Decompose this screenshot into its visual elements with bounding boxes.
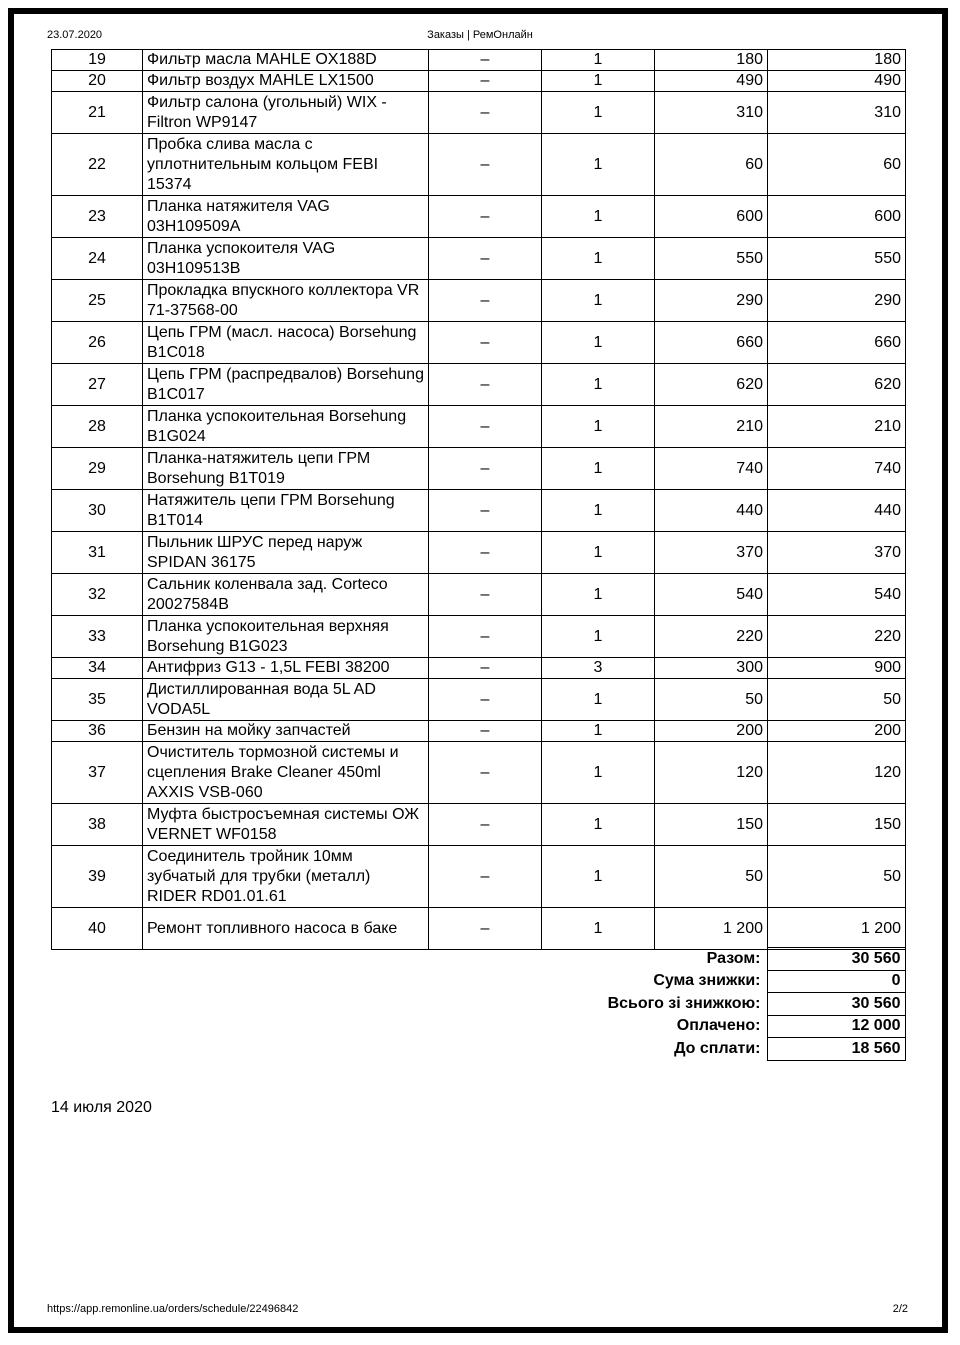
item-quantity: 1: [542, 616, 655, 658]
item-unit: –: [429, 448, 542, 490]
item-sum: 220: [768, 616, 906, 658]
item-price: 290: [655, 280, 768, 322]
item-unit: –: [429, 742, 542, 804]
item-number: 32: [52, 574, 143, 616]
item-number: 31: [52, 532, 143, 574]
totals-row: [51, 993, 905, 1016]
item-number: 40: [52, 908, 143, 950]
item-number: 29: [52, 448, 143, 490]
item-number: 34: [52, 658, 143, 679]
item-unit: –: [429, 196, 542, 238]
item-name: Очиститель тормозной системы и сцепления Brake Cleaner 450ml AXXIS VSB-060: [143, 742, 429, 804]
item-unit: –: [429, 71, 542, 92]
item-name: Фильтр воздух MAHLE LX1500: [143, 71, 429, 92]
item-number: 39: [52, 846, 143, 908]
item-quantity: 1: [542, 679, 655, 721]
item-quantity: 1: [542, 574, 655, 616]
item-price: 600: [655, 196, 768, 238]
item-name: Цепь ГРМ (распредвалов) Borsehung B1C017: [143, 364, 429, 406]
totals-value: 18 560: [767, 1038, 905, 1061]
item-price: 210: [655, 406, 768, 448]
item-quantity: 1: [542, 804, 655, 846]
item-unit: –: [429, 721, 542, 742]
item-sum: 290: [768, 280, 906, 322]
print-title: Заказы | РемОнлайн: [427, 29, 533, 41]
totals-row: [51, 1038, 905, 1061]
table-row: [52, 238, 906, 280]
item-name: Бензин на мойку запчастей: [143, 721, 429, 742]
item-sum: 600: [768, 196, 906, 238]
totals-value: 30 560: [767, 993, 905, 1016]
item-name: Фильтр масла MAHLE OX188D: [143, 50, 429, 71]
item-quantity: 1: [542, 134, 655, 196]
item-number: 20: [52, 71, 143, 92]
item-sum: 1 200: [768, 908, 906, 950]
item-price: 120: [655, 742, 768, 804]
totals-table: [51, 947, 906, 1061]
table-row: [52, 846, 906, 908]
item-number: 38: [52, 804, 143, 846]
item-name: Антифриз G13 - 1,5L FEBI 38200: [143, 658, 429, 679]
table-row: [52, 71, 906, 92]
item-price: 200: [655, 721, 768, 742]
table-row: [52, 196, 906, 238]
totals-label: До сплати:: [674, 1039, 761, 1057]
item-quantity: 1: [542, 846, 655, 908]
item-unit: –: [429, 804, 542, 846]
item-unit: –: [429, 50, 542, 71]
item-number: 25: [52, 280, 143, 322]
table-row: [52, 574, 906, 616]
item-price: 180: [655, 50, 768, 71]
item-number: 26: [52, 322, 143, 364]
item-sum: 620: [768, 364, 906, 406]
item-price: 50: [655, 846, 768, 908]
item-unit: –: [429, 322, 542, 364]
item-price: 660: [655, 322, 768, 364]
item-sum: 540: [768, 574, 906, 616]
item-unit: –: [429, 280, 542, 322]
item-price: 220: [655, 616, 768, 658]
table-row: [52, 908, 906, 950]
table-row: [52, 280, 906, 322]
item-price: 1 200: [655, 908, 768, 950]
item-name: Соединитель тройник 10мм зубчатый для трубки (металл) RIDER RD01.01.61: [143, 846, 429, 908]
totals-value: 0: [767, 970, 905, 993]
item-name: Натяжитель цепи ГРМ Borsehung B1T014: [143, 490, 429, 532]
item-quantity: 1: [542, 196, 655, 238]
item-quantity: 1: [542, 280, 655, 322]
item-quantity: 1: [542, 490, 655, 532]
table-row: [52, 679, 906, 721]
item-sum: 900: [768, 658, 906, 679]
item-sum: 210: [768, 406, 906, 448]
item-number: 21: [52, 92, 143, 134]
totals-value: 30 560: [767, 948, 905, 971]
item-sum: 60: [768, 134, 906, 196]
print-date: 23.07.2020: [47, 29, 103, 41]
item-quantity: 1: [542, 364, 655, 406]
item-quantity: 1: [542, 742, 655, 804]
table-row: [52, 134, 906, 196]
item-name: Цепь ГРМ (масл. насоса) Borsehung B1C018: [143, 322, 429, 364]
document-date: 14 июля 2020: [51, 1099, 152, 1116]
totals-label: Разом:: [706, 949, 761, 967]
item-number: 37: [52, 742, 143, 804]
item-number: 36: [52, 721, 143, 742]
item-number: 28: [52, 406, 143, 448]
totals-label: Оплачено:: [676, 1017, 761, 1035]
item-name: Ремонт топливного насоса в баке: [143, 908, 429, 950]
item-unit: –: [429, 658, 542, 679]
item-price: 490: [655, 71, 768, 92]
item-number: 30: [52, 490, 143, 532]
item-name: Планка успокоителя VAG 03H109513B: [143, 238, 429, 280]
item-name: Дистиллированная вода 5L AD VODA5L: [143, 679, 429, 721]
items-table-body: [52, 50, 906, 950]
item-price: 540: [655, 574, 768, 616]
item-number: 19: [52, 50, 143, 71]
item-quantity: 1: [542, 71, 655, 92]
item-sum: 440: [768, 490, 906, 532]
table-row: [52, 92, 906, 134]
table-row: [52, 406, 906, 448]
item-quantity: 1: [542, 448, 655, 490]
item-quantity: 1: [542, 50, 655, 71]
item-number: 22: [52, 134, 143, 196]
item-name: Муфта быстросъемная системы ОЖ VERNET WF0158: [143, 804, 429, 846]
item-name: Планка успокоительная верхняя Borsehung B1G023: [143, 616, 429, 658]
item-name: Сальник коленвала зад. Corteco 20027584B: [143, 574, 429, 616]
table-row: [52, 532, 906, 574]
item-sum: 310: [768, 92, 906, 134]
table-row: [52, 364, 906, 406]
item-name: Планка-натяжитель цепи ГРМ Borsehung B1T019: [143, 448, 429, 490]
item-price: 620: [655, 364, 768, 406]
item-number: 35: [52, 679, 143, 721]
item-price: 440: [655, 490, 768, 532]
footer-url: https://app.remonline.ua/orders/schedule/22496842: [47, 1303, 299, 1315]
totals-row: [51, 948, 905, 971]
item-unit: –: [429, 616, 542, 658]
item-unit: –: [429, 92, 542, 134]
item-unit: –: [429, 134, 542, 196]
item-unit: –: [429, 238, 542, 280]
item-price: 740: [655, 448, 768, 490]
item-unit: –: [429, 846, 542, 908]
item-number: 33: [52, 616, 143, 658]
item-quantity: 1: [542, 721, 655, 742]
item-unit: –: [429, 574, 542, 616]
item-number: 23: [52, 196, 143, 238]
item-sum: 50: [768, 846, 906, 908]
table-row: [52, 490, 906, 532]
totals-row: [51, 1015, 905, 1038]
item-sum: 120: [768, 742, 906, 804]
item-sum: 150: [768, 804, 906, 846]
item-name: Прокладка впускного коллектора VR 71-37568-00: [143, 280, 429, 322]
item-name: Пробка слива масла с уплотнительным кольцом FEBI 15374: [143, 134, 429, 196]
table-row: [52, 448, 906, 490]
item-sum: 740: [768, 448, 906, 490]
item-quantity: 3: [542, 658, 655, 679]
item-price: 550: [655, 238, 768, 280]
item-sum: 180: [768, 50, 906, 71]
table-row: [52, 322, 906, 364]
item-quantity: 1: [542, 92, 655, 134]
item-sum: 490: [768, 71, 906, 92]
item-unit: –: [429, 679, 542, 721]
item-number: 27: [52, 364, 143, 406]
item-quantity: 1: [542, 532, 655, 574]
item-price: 50: [655, 679, 768, 721]
item-price: 150: [655, 804, 768, 846]
item-sum: 200: [768, 721, 906, 742]
items-table: [51, 49, 906, 950]
item-quantity: 1: [542, 238, 655, 280]
item-unit: –: [429, 406, 542, 448]
item-quantity: 1: [542, 908, 655, 950]
item-name: Планка успокоительная Borsehung B1G024: [143, 406, 429, 448]
totals-label: Сума знижки:: [653, 972, 761, 990]
item-unit: –: [429, 532, 542, 574]
totals-row: [51, 970, 905, 993]
item-sum: 370: [768, 532, 906, 574]
item-unit: –: [429, 908, 542, 950]
item-price: 300: [655, 658, 768, 679]
item-number: 24: [52, 238, 143, 280]
table-row: [52, 50, 906, 71]
table-row: [52, 721, 906, 742]
item-sum: 50: [768, 679, 906, 721]
table-row: [52, 658, 906, 679]
item-unit: –: [429, 364, 542, 406]
item-name: Фильтр салона (угольный) WIX - Filtron WP9147: [143, 92, 429, 134]
totals-value: 12 000: [767, 1015, 905, 1038]
totals-label: Всього зі знижкою:: [607, 994, 761, 1012]
item-name: Пыльник ШРУС перед наруж SPIDAN 36175: [143, 532, 429, 574]
item-name: Планка натяжителя VAG 03H109509A: [143, 196, 429, 238]
item-price: 370: [655, 532, 768, 574]
item-unit: –: [429, 490, 542, 532]
table-row: [52, 742, 906, 804]
item-sum: 550: [768, 238, 906, 280]
item-quantity: 1: [542, 406, 655, 448]
item-price: 60: [655, 134, 768, 196]
totals-table-body: [51, 948, 905, 1061]
item-price: 310: [655, 92, 768, 134]
page-number: 2/2: [892, 1303, 908, 1315]
item-sum: 660: [768, 322, 906, 364]
item-quantity: 1: [542, 322, 655, 364]
table-row: [52, 804, 906, 846]
table-row: [52, 616, 906, 658]
